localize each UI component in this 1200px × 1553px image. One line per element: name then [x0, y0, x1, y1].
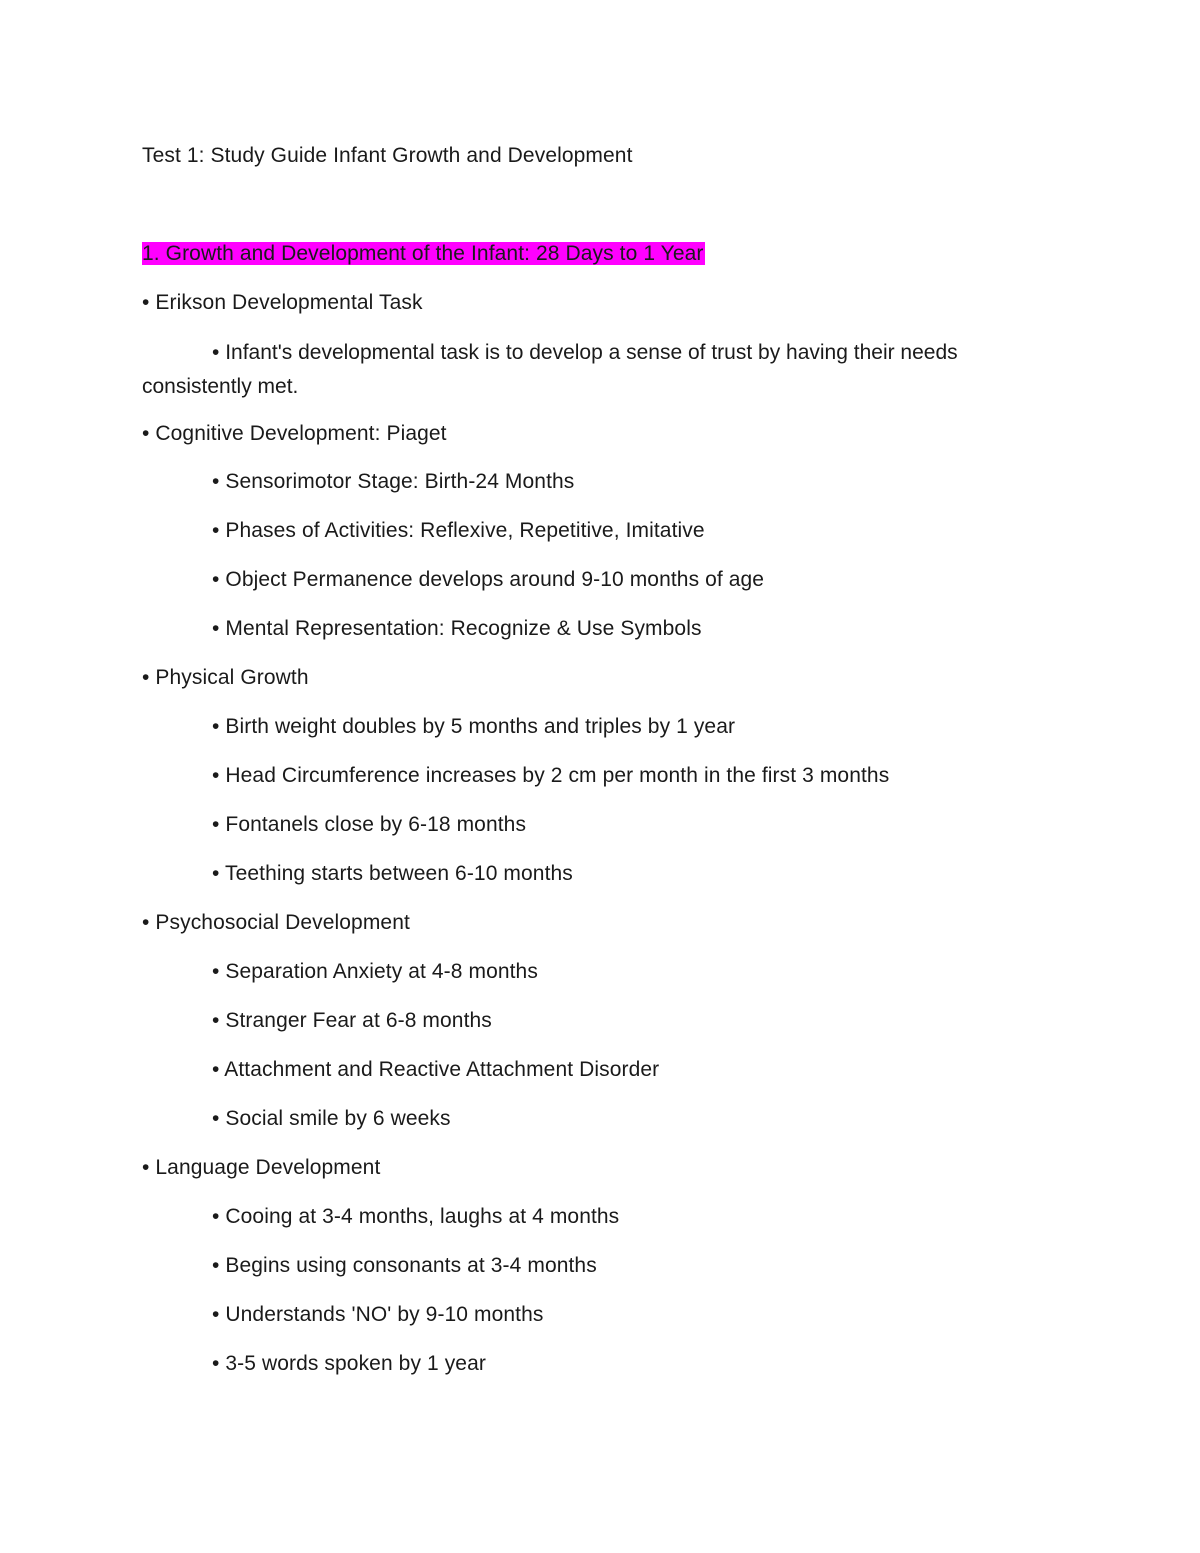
sub-bullet: [212, 1300, 544, 1330]
bullet-glyph: •: [212, 1254, 220, 1277]
bullet-glyph: •: [212, 1352, 220, 1375]
bullet-glyph: •: [212, 764, 220, 787]
sub-bullet: [212, 1349, 486, 1379]
bullet-glyph: •: [142, 911, 150, 934]
bullet-label: Language Development: [155, 1156, 381, 1179]
sub-bullet: [212, 614, 702, 644]
bullet-glyph: •: [212, 568, 220, 591]
sub-bullet-text: Fontanels close by 6-18 months: [225, 813, 527, 836]
sub-bullet: [212, 761, 889, 791]
sub-bullet: [212, 1104, 451, 1134]
sub-bullet: [212, 1006, 492, 1036]
bullet-glyph: •: [212, 617, 220, 640]
sub-bullet: [212, 1251, 597, 1281]
sub-bullet-text: Mental Representation: Recognize & Use Symbols: [225, 617, 702, 640]
bullet-glyph: •: [142, 1156, 150, 1179]
bullet-cognitive: [142, 419, 447, 449]
sub-bullet: [212, 859, 573, 889]
sub-bullet: [212, 516, 705, 546]
sub-bullet-erikson-task: [142, 336, 1042, 404]
bullet-physical: [142, 663, 309, 693]
sub-bullet-text: Head Circumference increases by 2 cm per month in the first 3 months: [225, 764, 890, 787]
bullet-glyph: •: [142, 291, 150, 314]
sub-bullet-text: Birth weight doubles by 5 months and triples by 1 year: [225, 715, 736, 738]
section-heading: [142, 239, 705, 269]
bullet-label: Physical Growth: [155, 666, 309, 689]
bullet-glyph: •: [212, 862, 220, 885]
sub-bullet-text: Object Permanence develops around 9-10 months of age: [225, 568, 765, 591]
sub-bullet-text: Cooing at 3-4 months, laughs at 4 months: [225, 1205, 620, 1228]
sub-bullet-text: Separation Anxiety at 4-8 months: [225, 960, 538, 983]
bullet-label: Erikson Developmental Task: [155, 291, 423, 314]
bullet-label: Cognitive Development: Piaget: [155, 422, 447, 445]
sub-bullet-text: Phases of Activities: Reflexive, Repetitive, Imitative: [225, 519, 705, 542]
section-heading-text: 1. Growth and Development of the Infant: 28 Days to 1 Year: [142, 242, 704, 265]
bullet-language: [142, 1153, 380, 1183]
sub-bullet: [212, 467, 574, 497]
sub-bullet-text: Infant's developmental task is to develop a sense of trust by having their needs consistently met.: [142, 341, 958, 398]
bullet-label: Psychosocial Development: [155, 911, 410, 934]
sub-bullet: [212, 1055, 659, 1085]
bullet-glyph: •: [142, 666, 150, 689]
bullet-glyph: •: [212, 813, 220, 836]
sub-bullet: [212, 810, 526, 840]
bullet-psychosocial: [142, 908, 410, 938]
bullet-glyph: •: [212, 1303, 220, 1326]
bullet-glyph: •: [212, 519, 220, 542]
sub-bullet-text: Attachment and Reactive Attachment Disorder: [224, 1058, 660, 1081]
bullet-glyph: •: [142, 422, 150, 445]
sub-bullet-text: Stranger Fear at 6-8 months: [225, 1009, 492, 1032]
sub-bullet-text: Sensorimotor Stage: Birth-24 Months: [225, 470, 575, 493]
bullet-glyph: •: [212, 1058, 220, 1081]
sub-bullet: [212, 1202, 619, 1232]
sub-bullet-text: Teething starts between 6-10 months: [225, 862, 573, 885]
sub-bullet-text: Social smile by 6 weeks: [225, 1107, 451, 1130]
sub-bullet-text: Understands 'NO' by 9-10 months: [225, 1303, 544, 1326]
sub-bullet: [212, 712, 735, 742]
bullet-erikson: [142, 288, 423, 318]
sub-bullet-text: Begins using consonants at 3-4 months: [225, 1254, 597, 1277]
bullet-glyph: •: [212, 341, 220, 364]
bullet-glyph: •: [212, 1107, 220, 1130]
sub-bullet: [212, 565, 764, 595]
bullet-glyph: •: [212, 960, 220, 983]
bullet-glyph: •: [212, 715, 220, 738]
bullet-glyph: •: [212, 1009, 220, 1032]
bullet-glyph: •: [212, 1205, 220, 1228]
document-title-text: Test 1: Study Guide Infant Growth and Development: [142, 144, 633, 167]
bullet-glyph: •: [212, 470, 220, 493]
sub-bullet-text: 3-5 words spoken by 1 year: [225, 1352, 486, 1375]
sub-bullet: [212, 957, 538, 987]
document-title: [142, 141, 633, 171]
